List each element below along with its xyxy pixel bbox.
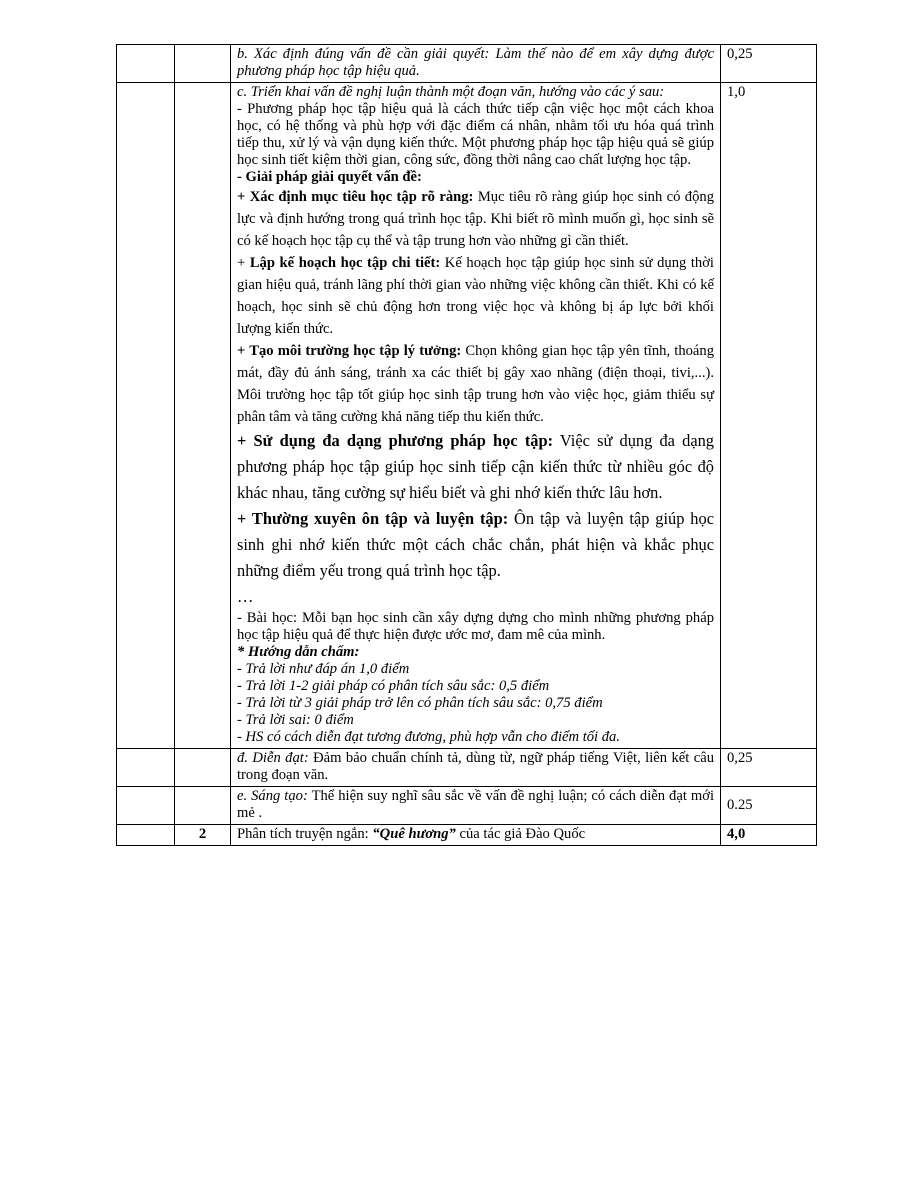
criterion-b: b. Xác định đúng vấn đề cần giải quyết: Làm thế nào để em xây dựng được phương pháp học tập hiệu quả. bbox=[237, 46, 714, 79]
guide-item: - HS có cách diễn đạt tương đương, phù hợp vẫn cho điểm tối đa. bbox=[237, 729, 620, 745]
section-cell bbox=[117, 787, 175, 825]
solution-item: + Lập kế hoạch học tập chi tiết: Kế hoạch học tập giúp học sinh sử dụng thời gian hiệu quả, tránh lãng phí thời gian vào những việc không cần thiết. Khi có kế hoạch, học sinh sẽ chủ động hơn trong việc học và không bị áp lực bởi khối lượng kiến thức. bbox=[237, 255, 714, 337]
section-cell bbox=[117, 83, 175, 749]
table-row bbox=[117, 45, 817, 83]
section-cell bbox=[117, 45, 175, 83]
grading-table bbox=[116, 44, 817, 846]
question-suffix: của tác giả Đào Quốc bbox=[455, 826, 586, 842]
score-cell: 0,25 bbox=[721, 45, 817, 83]
criterion-text: Thể hiện suy nghĩ sâu sắc về vấn đề nghị luận; có cách diễn đạt mới mẻ . bbox=[237, 788, 714, 821]
ellipsis: … bbox=[237, 587, 254, 606]
question-prefix: Phân tích truyện ngắn: bbox=[237, 826, 373, 842]
content-cell bbox=[231, 787, 721, 825]
content-cell bbox=[231, 45, 721, 83]
guide-item: - Trả lời 1-2 giải pháp có phân tích sâu sắc: 0,5 điểm bbox=[237, 678, 550, 694]
section-cell bbox=[117, 825, 175, 846]
question-cell bbox=[175, 787, 231, 825]
question-cell bbox=[175, 83, 231, 749]
solution-item: + Thường xuyên ôn tập và luyện tập: Ôn tập và luyện tập giúp học sinh ghi nhớ kiến thức một cách chắc chắn, phát hiện và khắc phục những điểm yếu trong quá trình học tập. bbox=[237, 509, 714, 580]
answer-key-page bbox=[116, 44, 816, 846]
solutions-heading: - Giải pháp giải quyết vấn đề: bbox=[237, 169, 422, 185]
question-cell bbox=[175, 749, 231, 787]
criterion-label: e. Sáng tạo: bbox=[237, 788, 308, 804]
content-cell bbox=[231, 749, 721, 787]
guide-heading: * Hướng dẫn chấm: bbox=[237, 644, 360, 660]
criterion-text: Đảm bảo chuẩn chính tả, dùng từ, ngữ pháp tiếng Việt, liên kết câu trong đoạn văn. bbox=[237, 750, 714, 783]
content-cell bbox=[231, 825, 721, 846]
question-cell bbox=[175, 45, 231, 83]
table-row bbox=[117, 825, 817, 846]
guide-item: - Trả lời từ 3 giải pháp trở lên có phân tích sâu sắc: 0,75 điểm bbox=[237, 695, 603, 711]
guide-item: - Trả lời sai: 0 điểm bbox=[237, 712, 354, 728]
definition-paragraph: - Phương pháp học tập hiệu quả là cách thức tiếp cận việc học một cách khoa học, có hệ thống và phù hợp với đặc điểm cá nhân, nhằm tối ưu hóa quá trình tiếp thu, xử lý và vận dụng kiến thức. Một phương pháp học tập hiệu quả sẽ giúp học sinh tiết kiệm thời gian, công sức, đồng thời nâng cao chất lượng học tập. bbox=[237, 101, 714, 168]
story-title: “Quê hương” bbox=[372, 826, 456, 842]
score-cell: 0,25 bbox=[721, 749, 817, 787]
table-row bbox=[117, 787, 817, 825]
guide-item: - Trả lời như đáp án 1,0 điểm bbox=[237, 661, 410, 677]
score-cell: 0.25 bbox=[721, 787, 817, 825]
question-number: 2 bbox=[175, 825, 231, 846]
score-cell: 4,0 bbox=[721, 825, 817, 846]
solution-item: + Sử dụng đa dạng phương pháp học tập: Việc sử dụng đa dạng phương pháp học tập giúp học sinh tiếp cận kiến thức từ nhiều góc độ khác nhau, tăng cường sự hiểu biết và ghi nhớ kiến thức lâu hơn. bbox=[237, 431, 714, 502]
section-cell bbox=[117, 749, 175, 787]
table-row bbox=[117, 83, 817, 749]
score-cell: 1,0 bbox=[721, 83, 817, 749]
lesson-paragraph: - Bài học: Mỗi bạn học sinh cần xây dựng dựng cho mình những phương pháp học tập hiệu quả để thực hiện được ước mơ, đam mê của mình. bbox=[237, 610, 714, 643]
content-cell bbox=[231, 83, 721, 749]
criterion-c-intro: c. Triển khai vấn đề nghị luận thành một đoạn văn, hướng vào các ý sau: bbox=[237, 84, 665, 100]
solution-item: + Tạo môi trường học tập lý tưởng: Chọn không gian học tập yên tĩnh, thoáng mát, đầy đủ ánh sáng, tránh xa các thiết bị gây xao nhãng (điện thoại, tivi,...). Môi trường học tập tốt giúp học sinh tập trung hơn vào việc học, giảm thiểu sự phân tâm và tăng cường khả năng tiếp thu kiến thức. bbox=[237, 343, 714, 425]
criterion-label: đ. Diễn đạt: bbox=[237, 750, 309, 766]
solution-item: + Xác định mục tiêu học tập rõ ràng: Mục tiêu rõ ràng giúp học sinh có động lực và định hướng trong quá trình học tập. Khi biết rõ mình muốn gì, học sinh sẽ có kế hoạch học tập cụ thể và tập trung hơn vào những gì cần thiết. bbox=[237, 189, 714, 249]
table-row bbox=[117, 749, 817, 787]
